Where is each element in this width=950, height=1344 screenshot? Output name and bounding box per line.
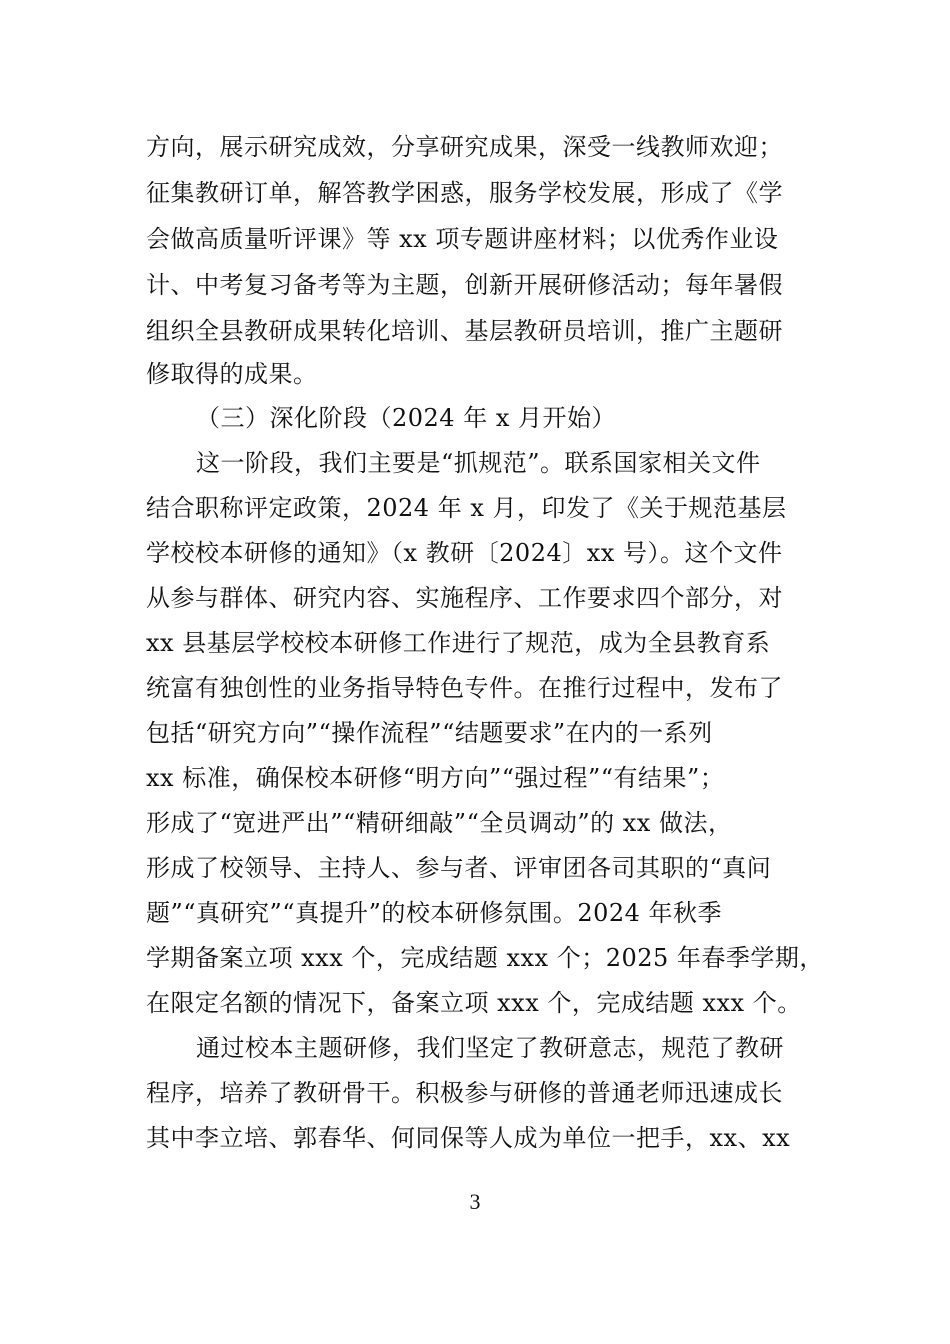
paragraph-line: 其中李立培、郭春华、何同保等人成为单位一把手，xx、xx — [146, 1124, 791, 1152]
paragraph-line: 统富有独创性的业务指导特色专件。在推行过程中，发布了 — [146, 674, 783, 702]
paragraph-line: 从参与群体、研究内容、实施程序、工作要求四个部分，对 — [146, 584, 783, 612]
paragraph-line: 通过校本主题研修，我们坚定了教研意志，规范了教研 — [196, 1034, 784, 1062]
section-heading: （三）深化阶段（2024 年 x 月开始） — [196, 404, 616, 432]
paragraph-line: 题”“真研究”“真提升”的校本研修氛围。2024 年秋季 — [146, 899, 723, 927]
paragraph-line: 形成了“宽进严出”“精研细敲”“全员调动”的 xx 做法， — [146, 809, 733, 837]
paragraph-line: 会做高质量听评课》等 xx 项专题讲座材料；以优秀作业设 — [146, 225, 779, 253]
paragraph-line: 结合职称评定政策，2024 年 x 月，印发了《关于规范基层 — [146, 494, 787, 522]
paragraph-line: xx 标准，确保校本研修“明方向”“强过程”“有结果”； — [146, 764, 725, 792]
paragraph-line: 修取得的成果。 — [146, 360, 318, 388]
paragraph-line: 计、中考复习备考等为主题，创新开展研修活动；每年暑假 — [146, 271, 783, 299]
paragraph-line: 在限定名额的情况下，备案立项 xxx 个，完成结题 xxx 个。 — [146, 989, 802, 1017]
paragraph-line: 形成了校领导、主持人、参与者、评审团各司其职的“真问 — [146, 854, 772, 882]
paragraph-line: 包括“研究方向”“操作流程”“结题要求”在内的一系列 — [146, 719, 713, 747]
page-number: 3 — [469, 1189, 481, 1214]
paragraph-line: xx 县基层学校校本研修工作进行了规范，成为全县教育系 — [146, 629, 771, 657]
paragraph-line: 程序，培养了教研骨干。积极参与研修的普通老师迅速成长 — [146, 1079, 783, 1107]
paragraph-line: 这一阶段，我们主要是“抓规范”。联系国家相关文件 — [196, 449, 761, 477]
paragraph-line: 组织全县教研成果转化培训、基层教研员培训，推广主题研 — [146, 317, 783, 345]
paragraph-line: 学校校本研修的通知》（x 教研〔2024〕xx 号）。这个文件 — [146, 539, 783, 567]
paragraph-line: 方向，展示研究成效，分享研究成果，深受一线教师欢迎； — [146, 133, 783, 161]
paragraph-line: 学期备案立项 xxx 个，完成结题 xxx 个；2025 年春季学期， — [146, 944, 824, 972]
paragraph-line: 征集教研订单，解答教学困惑，服务学校发展，形成了《学 — [146, 179, 783, 207]
